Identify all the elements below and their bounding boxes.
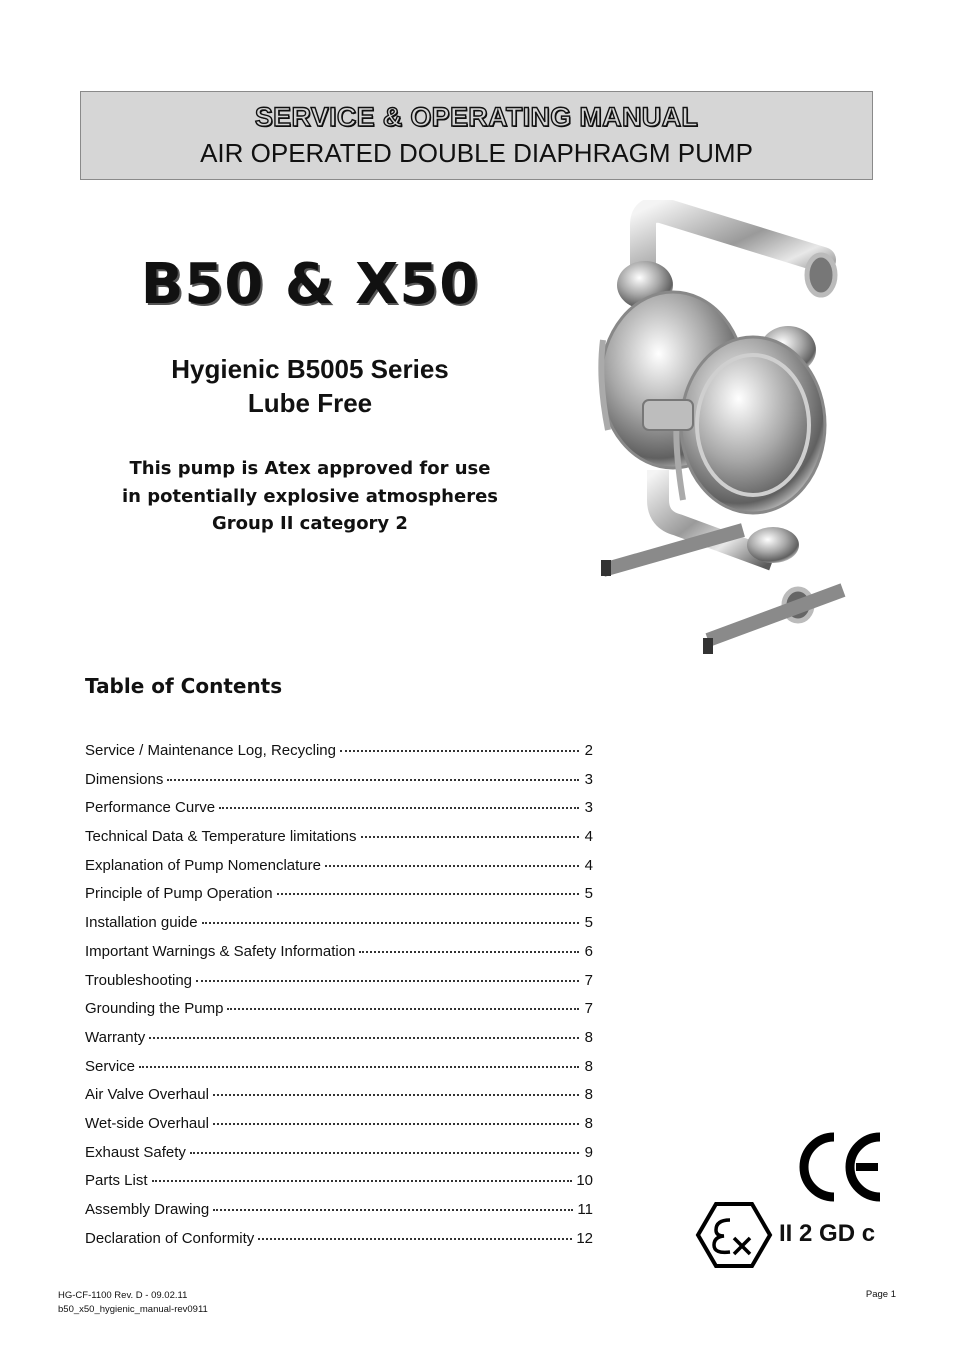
toc-entry[interactable] [85, 828, 593, 857]
toc-entry[interactable] [85, 885, 593, 914]
toc-entry[interactable] [85, 914, 593, 943]
toc-leader-dots [139, 1065, 579, 1068]
toc-entry[interactable] [85, 943, 593, 972]
toc-entry-page: 8 [584, 1028, 593, 1046]
toc-leader-dots [202, 921, 579, 924]
table-of-contents [85, 742, 593, 1258]
toc-entry-label: Dimensions [85, 770, 164, 788]
toc-entry-page: 3 [584, 799, 593, 817]
toc-leader-dots [325, 864, 579, 867]
atex-ex-hexagon-icon [694, 1200, 774, 1270]
toc-leader-dots [277, 892, 579, 895]
toc-entry-page: 4 [584, 828, 593, 846]
footer-page-number: Page 1 [865, 1289, 896, 1300]
toc-entry-page: 10 [576, 1172, 593, 1190]
toc-entry-page: 12 [576, 1229, 593, 1247]
toc-entry-label: Assembly Drawing [85, 1201, 210, 1218]
toc-entry-label: Warranty [85, 1028, 146, 1046]
toc-entry-label: Service / Maintenance Log, Recycling [85, 742, 336, 759]
toc-entry[interactable] [85, 972, 593, 1001]
footer-left [58, 1289, 208, 1317]
toc-entry-label: Principle of Pump Operation [85, 885, 273, 903]
toc-leader-dots [149, 1036, 579, 1039]
manual-title: SERVICE & OPERATING MANUAL [254, 102, 699, 132]
toc-entry-page: 9 [584, 1143, 593, 1161]
toc-entry-label: Installation guide [85, 914, 198, 932]
toc-leader-dots [219, 806, 579, 809]
toc-entry-label: Technical Data & Temperature limitations [85, 828, 357, 846]
toc-entry-label: Exhaust Safety [85, 1143, 186, 1161]
toc-leader-dots [196, 979, 579, 982]
atex-line-2: in potentially explosive atmospheres [121, 485, 498, 507]
toc-entry-page: 8 [584, 1086, 593, 1104]
series-line-2: Lube Free [247, 388, 373, 418]
toc-entry-page: 8 [584, 1057, 593, 1075]
toc-leader-dots [258, 1237, 572, 1240]
toc-entry-label: Important Warnings & Safety Information [85, 942, 356, 960]
toc-entry-page: 11 [577, 1201, 593, 1218]
toc-leader-dots [361, 835, 579, 838]
toc-entry-label: Troubleshooting [85, 971, 193, 989]
toc-leader-dots [227, 1007, 579, 1010]
toc-entry-label: Air Valve Overhaul [85, 1086, 209, 1104]
toc-leader-dots [213, 1093, 579, 1096]
toc-heading: Table of Contents [85, 674, 283, 698]
toc-entry-page: 7 [584, 971, 593, 989]
toc-entry[interactable] [85, 1144, 593, 1173]
toc-entry-label: Performance Curve [85, 799, 216, 817]
toc-entry[interactable] [85, 1086, 593, 1115]
atex-line-1: This pump is Atex approved for use [129, 458, 491, 479]
toc-entry[interactable] [85, 1000, 593, 1029]
toc-entry[interactable] [85, 1115, 593, 1144]
footer-doc-code: HG-CF-1100 Rev. D - 09.02.11 [58, 1290, 188, 1301]
toc-entry[interactable] [85, 742, 593, 771]
manual-header [80, 91, 873, 180]
toc-entry[interactable] [85, 771, 593, 800]
toc-entry[interactable] [85, 1172, 593, 1201]
footer-file-name: b50_x50_hygienic_manual-rev0911 [58, 1304, 208, 1315]
toc-entry[interactable] [85, 1058, 593, 1087]
toc-leader-dots [190, 1151, 579, 1154]
model-title: B50 & X50 [140, 252, 480, 317]
toc-leader-dots [213, 1122, 579, 1125]
toc-entry-label: Grounding the Pump [85, 1000, 224, 1018]
toc-entry-page: 5 [584, 914, 593, 932]
toc-entry-label: Declaration of Conformity [85, 1229, 255, 1247]
toc-entry-page: 3 [584, 770, 593, 788]
ce-marking-icon [798, 1132, 886, 1202]
toc-entry-label: Explanation of Pump Nomenclature [85, 856, 321, 874]
pump-photo [583, 200, 848, 660]
atex-statement [100, 455, 520, 538]
toc-entry-page: 4 [584, 856, 593, 874]
toc-entry-page: 7 [584, 1000, 593, 1018]
series-line-1: Hygienic B5005 Series [171, 354, 449, 384]
toc-leader-dots [213, 1208, 573, 1211]
toc-entry[interactable] [85, 1029, 593, 1058]
toc-leader-dots [152, 1179, 573, 1182]
toc-entry[interactable] [85, 1230, 593, 1259]
toc-entry-label: Wet-side Overhaul [85, 1114, 209, 1132]
toc-leader-dots [359, 950, 579, 953]
series-block [110, 352, 510, 420]
toc-entry-page: 2 [584, 742, 593, 759]
manual-subtitle: AIR OPERATED DOUBLE DIAPHRAGM PUMP [200, 138, 753, 168]
atex-classification: II 2 GD c [779, 1220, 876, 1247]
toc-entry[interactable] [85, 1201, 593, 1230]
toc-entry-label: Parts List [85, 1172, 148, 1190]
toc-entry-page: 6 [584, 942, 593, 960]
toc-entry[interactable] [85, 799, 593, 828]
toc-entry-page: 5 [584, 885, 593, 903]
toc-entry-label: Service [85, 1057, 136, 1075]
toc-leader-dots [340, 749, 579, 752]
toc-entry-page: 8 [584, 1114, 593, 1132]
toc-entry[interactable] [85, 857, 593, 886]
toc-leader-dots [167, 778, 579, 781]
atex-line-3: Group II category 2 [212, 513, 408, 534]
